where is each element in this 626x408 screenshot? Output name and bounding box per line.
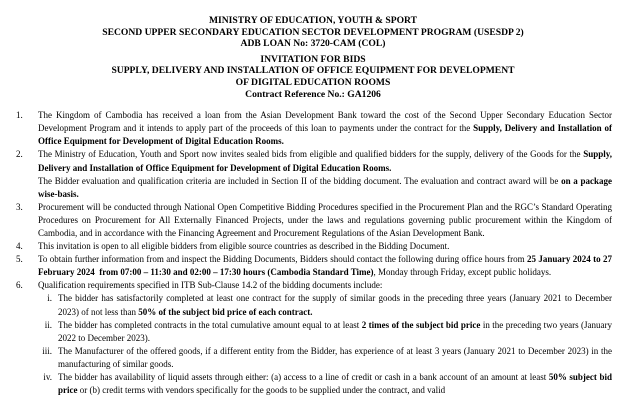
list-item-number: ii. [44,319,52,330]
list-item-number: 5. [16,254,23,265]
list-item-text [38,109,612,148]
header-loan-number: ADB LOAN No: 3720-CAM (COL) [240,38,386,50]
list-item-text [38,148,612,174]
subject-title-line2: OF DIGITAL EDUCATION ROOMS [235,76,391,88]
list-item [14,175,612,201]
list-item-number: 4. [16,241,23,252]
list-item-number: 1. [16,110,23,121]
list-item [14,148,612,174]
text-run: Qualification requirements specified in ITB Sub-Clause 14.2 of the bidding documents include: [38,280,383,291]
text-run: To obtain further information from and inspect the Bidding Documents, Bidders should contact the following during office hours from [38,254,527,265]
list-item-text [58,345,612,371]
contract-reference: Contract Reference No.: GA1206 [245,88,381,100]
text-run-bold: Supply, Delivery and Installation of Office Equipment for Development of Digital Education Rooms. [38,149,612,173]
text-run: The Manufacturer of the offered goods, if a different entity from the Bidder, has experience of at least 3 years (January 2021 to December 2023) in the manufacturing of similar goods. [58,345,612,369]
list-item-text [38,175,612,201]
sub-list-item [38,319,612,345]
list-item [14,109,612,148]
list-item-text [38,240,612,253]
list-item-number: 6. [16,280,23,291]
header-program: SECOND UPPER SECONDARY EDUCATION SECTOR DEVELOPMENT PROGRAM (USESDP 2) [102,26,524,38]
text-run-bold: 25 January 2024 to 27 February 2024 [38,254,612,278]
text-run: Procurement will be conducted through National Open Competitive Bidding Procedures specified in the Procurement Plan and the RGC’s Standard Operating Procedures on Procurement for All Externally Financed Projects, under the laws and regulations governing public procurement within the Kingdom of Cambodia, and in accordance with the Financing Agreement and Procurement Regulations of the Asian Development Bank. [38,201,612,238]
list-item-number: i. [47,293,52,304]
list-item-text [58,371,612,397]
text-run: or (b) credit terms with vendors specifically for the goods to be supplied under the contract, and valid [77,385,446,396]
text-run: The Kingdom of Cambodia has received a loan from the Asian Development Bank toward the cost of the Second Upper Secondary Education Sector Development Program and it intends to apply part of the proceeds of this loan to payments under the contract for the [38,110,612,134]
list-item-text [38,201,612,240]
text-run: , Monday through Friday, except public holidays. [373,267,552,278]
text-run: in the preceding two years (January 2022 to December 2023). [58,319,613,343]
subject-title-line1: SUPPLY, DELIVERY AND INSTALLATION OF OFFICE EQUIPMENT FOR DEVELOPMENT [111,65,515,77]
list-item [14,279,612,292]
list-item-text [58,292,612,318]
list-item-text [38,279,612,292]
list-item-text [38,253,612,279]
text-run: The Ministry of Education, Youth and Sport now invites sealed bids from eligible and qualified bidders for the supply, delivery of the Goods for the [38,149,584,160]
text-run-bold: Supply, Delivery and Installation of Office Equipment for Development of Digital Education Rooms. [38,123,612,147]
text-run: The bidder has completed contracts in the total cumulative amount equal to at least [58,319,362,330]
text-run-bold: 50% subject bid price [58,372,612,396]
sub-list-item [38,292,612,318]
list-item [14,201,612,240]
text-run-bold: 50% of the subject bid price of each contract. [138,306,313,317]
text-run: The Bidder evaluation and qualification criteria are included in Section II of the bidding document. The evaluation and contract award will be [38,175,562,186]
list-item-number: 3. [16,201,23,212]
text-run: The bidder has availability of liquid assets through either: (a) access to a line of credit or cash in a bank account of an amount at least [58,372,549,383]
body-list [14,109,612,397]
list-item [14,240,612,253]
text-run: This invitation is open to all eligible bidders from eligible source countries as described in the Bidding Document. [38,241,450,252]
sub-list-item [38,345,612,371]
text-run-bold: on a package wise-basis. [38,175,612,199]
text-run-bold: 2 times of the subject bid price [361,319,481,330]
document-header [14,15,612,100]
invitation-title: INVITATION FOR BIDS [260,53,366,65]
sub-list-item [38,371,612,397]
text-run: The bidder has satisfactorily completed at least one contract for the supply of similar goods in the preceding three years (January 2021 to December 2023) of not less than [58,293,612,317]
list-item-number: iv. [43,372,52,383]
header-ministry: MINISTRY OF EDUCATION, YOUTH & SPORT [208,15,418,26]
list-item-text [58,319,612,345]
text-run-bold: from 07:00 – 11:30 and 02:00 – 17:30 hours (Cambodia Standard Time) [99,267,374,278]
list-item-number: 2. [16,149,23,160]
list-item [14,253,612,279]
list-item-number: iii. [42,345,52,356]
